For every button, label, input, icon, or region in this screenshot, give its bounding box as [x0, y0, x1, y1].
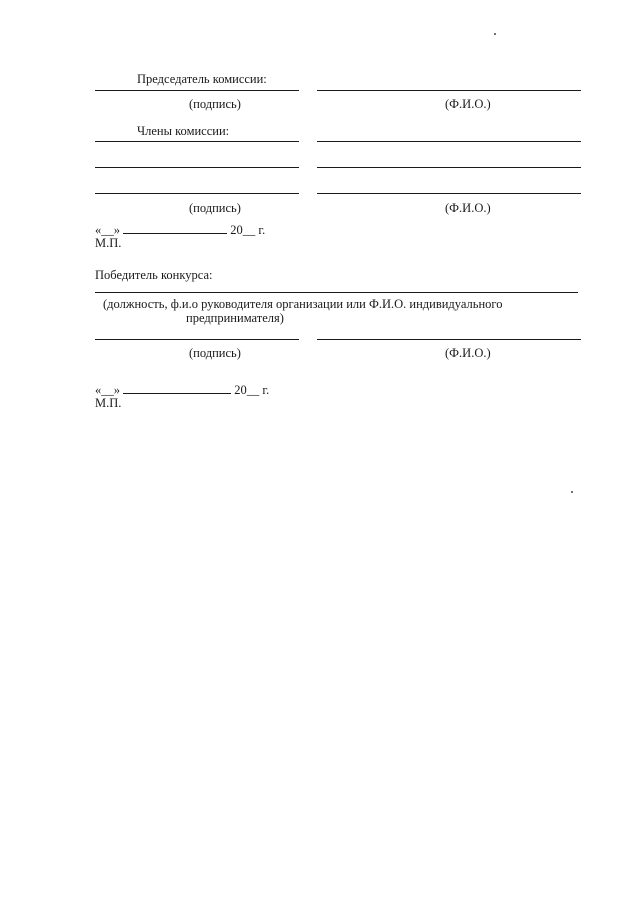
date-year-prefix: 20 — [230, 223, 243, 237]
winner-date-month-blank[interactable] — [123, 383, 231, 394]
commission-date — [95, 223, 265, 237]
winner-date-year-prefix: 20 — [234, 383, 247, 397]
chairman-signature-line[interactable] — [95, 90, 299, 91]
winner-name-line[interactable] — [95, 292, 578, 293]
winner-caption-line2: предпринимателя) — [186, 311, 284, 325]
winner-date-open-quote: « — [95, 383, 102, 397]
winner-caption-line1: (должность, ф.и.о руководителя организации или Ф.И.О. индивидуального — [103, 297, 503, 311]
scan-dot — [571, 491, 573, 493]
date-year-suffix: г. — [258, 223, 266, 237]
winner-date — [95, 383, 269, 397]
chairman-fio-line[interactable] — [317, 90, 581, 91]
winner-date-day-blank[interactable]: __ — [101, 383, 114, 397]
winner-date-year-blank[interactable]: __ — [246, 383, 260, 397]
date-year-blank[interactable]: __ — [242, 223, 256, 237]
date-close-quote: » — [113, 223, 120, 237]
commission-stamp: М.П. — [95, 236, 122, 250]
chairman-signature-caption: (подпись) — [189, 97, 241, 111]
member-2-signature-line[interactable] — [95, 167, 299, 168]
winner-signature-line[interactable] — [95, 339, 299, 340]
members-label: Члены комиссии: — [137, 124, 230, 138]
date-day-blank[interactable]: __ — [101, 223, 114, 237]
date-open-quote: « — [95, 223, 102, 237]
member-2-fio-line[interactable] — [317, 167, 581, 168]
member-1-signature-line[interactable] — [95, 141, 299, 142]
winner-label: Победитель конкурса: — [95, 268, 213, 282]
winner-date-year-suffix: г. — [262, 383, 270, 397]
member-1-fio-line[interactable] — [317, 141, 581, 142]
winner-fio-line[interactable] — [317, 339, 581, 340]
scan-dot — [494, 33, 496, 35]
date-month-blank[interactable] — [123, 223, 227, 234]
winner-fio-caption: (Ф.И.О.) — [445, 346, 491, 360]
winner-stamp: М.П. — [95, 396, 122, 410]
member-3-fio-line[interactable] — [317, 193, 581, 194]
members-signature-caption: (подпись) — [189, 201, 241, 215]
chairman-fio-caption: (Ф.И.О.) — [445, 97, 491, 111]
members-fio-caption: (Ф.И.О.) — [445, 201, 491, 215]
member-3-signature-line[interactable] — [95, 193, 299, 194]
chairman-label: Председатель комиссии: — [137, 72, 267, 86]
winner-date-close-quote: » — [113, 383, 120, 397]
winner-signature-caption: (подпись) — [189, 346, 241, 360]
